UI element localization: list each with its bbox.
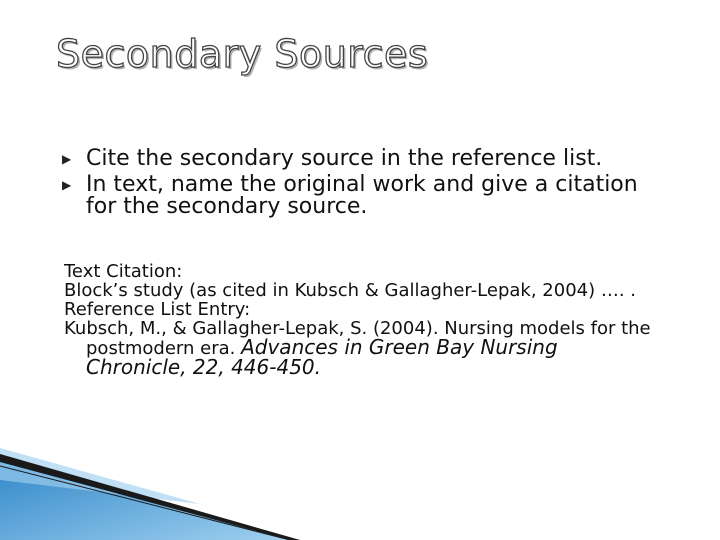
reference-entry-body: [64, 319, 664, 378]
reference-entry-lead: Kubsch, M., & Gallagher-Lepak, S. (2004). Nursing models for the postmodern era.: [64, 318, 651, 359]
reference-entry-journal: Advances in Green Bay Nursing Chronicle, 22,: [86, 335, 558, 379]
reference-entry-heading: Reference List Entry:: [64, 299, 251, 320]
slide-title: Secondary Sources: [56, 32, 429, 76]
decorative-wave-graphic: [0, 440, 720, 540]
bullet-list: [62, 148, 662, 222]
text-citation-body: Block’s study (as cited in Kubsch & Gallagher-Lepak, 2004) …. .: [64, 280, 637, 301]
text-citation-heading: Text Citation:: [64, 261, 183, 282]
bullet-item: [62, 148, 662, 170]
bullet-item: [62, 174, 662, 218]
bullet-text: Cite the secondary source in the reference list.: [86, 146, 603, 171]
citation-block: [64, 262, 664, 378]
reference-entry-tail: 446-450.: [224, 355, 321, 379]
bullet-arrow-icon: ▶: [62, 178, 72, 192]
bullet-text: In text, name the original work and give a citation for the secondary source.: [86, 172, 638, 219]
bullet-arrow-icon: ▶: [62, 152, 72, 166]
